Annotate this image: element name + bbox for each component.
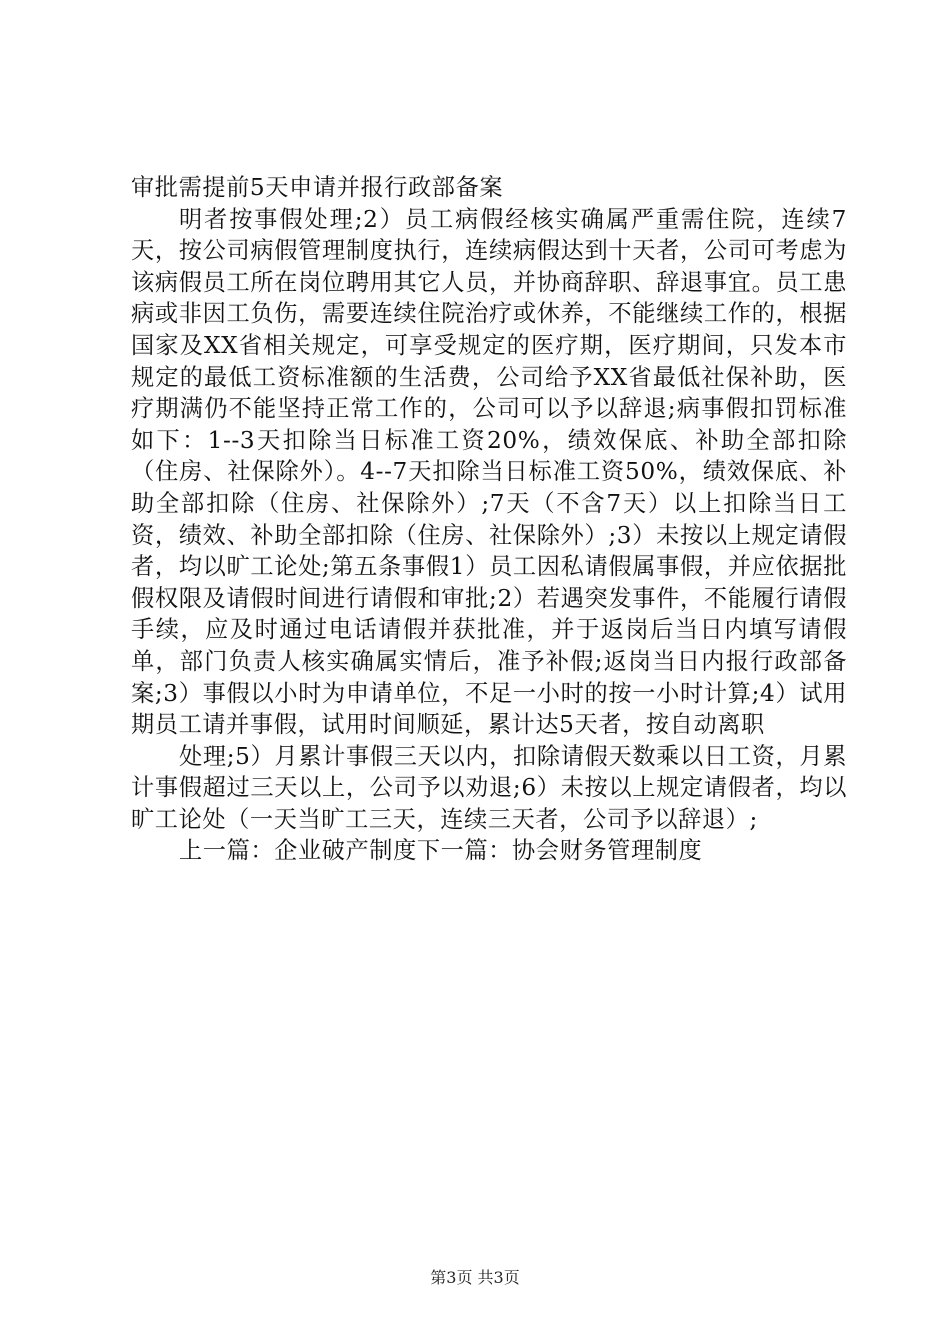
page-number-footer: 第3页 共3页 [430, 1268, 520, 1287]
paragraph-personal-leave: 处理;5）月累计事假三天以内，扣除请假天数乘以日工资，月累计事假超过三天以上，公司予以劝退;6）未按以上规定请假者，均以旷工论处（一天当旷工三天，连续三天者，公司予以辞退）; [131, 742, 847, 833]
paragraph-continuation: 审批需提前5天申请并报行政部备案 [131, 174, 504, 201]
paragraph-sick-leave: 明者按事假处理;2）员工病假经核实确属严重需住院，连续7天，按公司病假管理制度执行，连续病假达到十天者，公司可考虑为该病假员工所在岗位聘用其它人员，并协商辞职、辞退事宜。员工患病或非因工负伤，需要连续住院治疗或休养，不能继续工作的，根据国家及XX省相关规定，可享受规定的医疗期，医疗期间，只发本市规定的最低工资标准额的生活费，公司给予XX省最低社保补助，医疗期满仍不能坚持正常工作的，公司可以予以辞退;病事假扣罚标准如下：1--3天扣除当日标准工资20%，绩效保底、补助全部扣除（住房、社保除外）。4--7天扣除当日标准工资50%，绩效保底、补助全部扣除（住房、社保除外）;7天（不含7天）以上扣除当日工资，绩效、补助全部扣除（住房、社保除外）;3）未按以上规定请假者，均以旷工论处;第五条事假1）员工因私请假属事假，并应依据批假权限及请假时间进行请假和审批;2）若遇突发事件，不能履行请假手续，应及时通过电话请假并获批准，并于返岗后当日内填写请假单，部门负责人核实确属实情后，准予补假;返岗当日内报行政部备案;3）事假以小时为申请单位，不足一小时的按一小时计算;4）试用期员工请并事假，试用时间顺延，累计达5天者，按自动离职 [131, 205, 847, 739]
prev-next-navigation[interactable]: 上一篇：企业破产制度下一篇：协会财务管理制度 [179, 837, 703, 865]
document-body [131, 172, 847, 867]
